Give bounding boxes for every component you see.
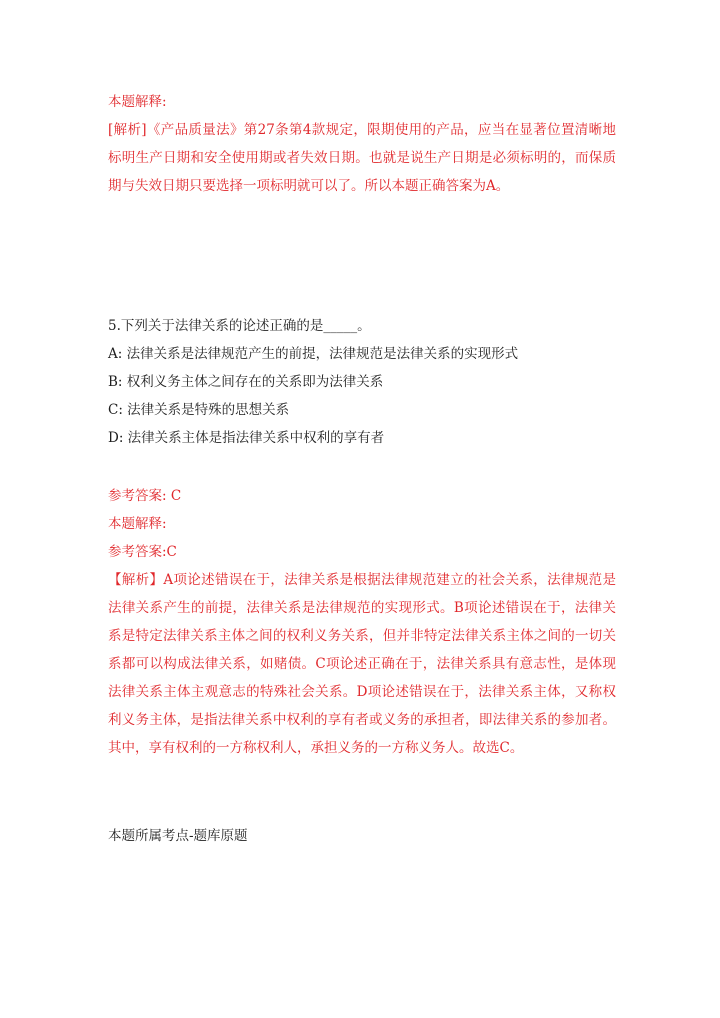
topic-source: 本题所属考点-题库原题 [108, 828, 248, 844]
reference-answer-repeat: 参考答案:C [108, 544, 177, 560]
analysis-text: A项论述错误在于，法律关系是根据法律规范建立的社会关系，法律规范是法律关系产生的前提，法律关系是法律规范的实现形式。B项论述错误在于，法律关系是特定法律关系主体之间的权利义务关系，但并非特定法律关系主体之间的一切关系都可以构成法律关系，如赌债。C项论述正确在于，法律关系具有意志性，是体现法律关系主体主观意志的特殊社会关系。D项论述错误在于，法律关系主体，又称权利义务主体，是指法律关系中权利的享有者或义务的承担者，即法律关系的参加者。其中，享有权利的一方称权利人，承担义务的一方称义务人。故选C。 [108, 572, 617, 756]
previous-explanation [108, 88, 616, 200]
option-c: C: 法律关系是特殊的思想关系 [108, 402, 290, 418]
answer-section [108, 482, 616, 762]
analysis-tag: 【解析】 [108, 572, 164, 588]
question-5 [108, 312, 616, 452]
option-a: A: 法律关系是法律规范产生的前提，法律规范是法律关系的实现形式 [108, 346, 519, 362]
topic-note [108, 822, 616, 850]
option-d: D: 法律关系主体是指法律关系中权利的享有者 [108, 430, 385, 446]
previous-explanation-text: [解析]《产品质量法》第27条第4款规定，限期使用的产品，应当在显著位置清晰地标明生产日期和安全使用期或者失效日期。也就是说生产日期是必须标明的，而保质期与失效日期只要选择一项标明就可以了。所以本题正确答案为A。 [108, 122, 616, 194]
option-b: B: 权利义务主体之间存在的关系即为法律关系 [108, 374, 384, 390]
question-stem: 5.下列关于法律关系的论述正确的是_____。 [108, 318, 371, 334]
analysis-paragraph [108, 566, 616, 762]
previous-explanation-heading: 本题解释: [108, 94, 167, 110]
explanation-heading: 本题解释: [108, 516, 167, 532]
reference-answer: 参考答案: C [108, 488, 182, 504]
